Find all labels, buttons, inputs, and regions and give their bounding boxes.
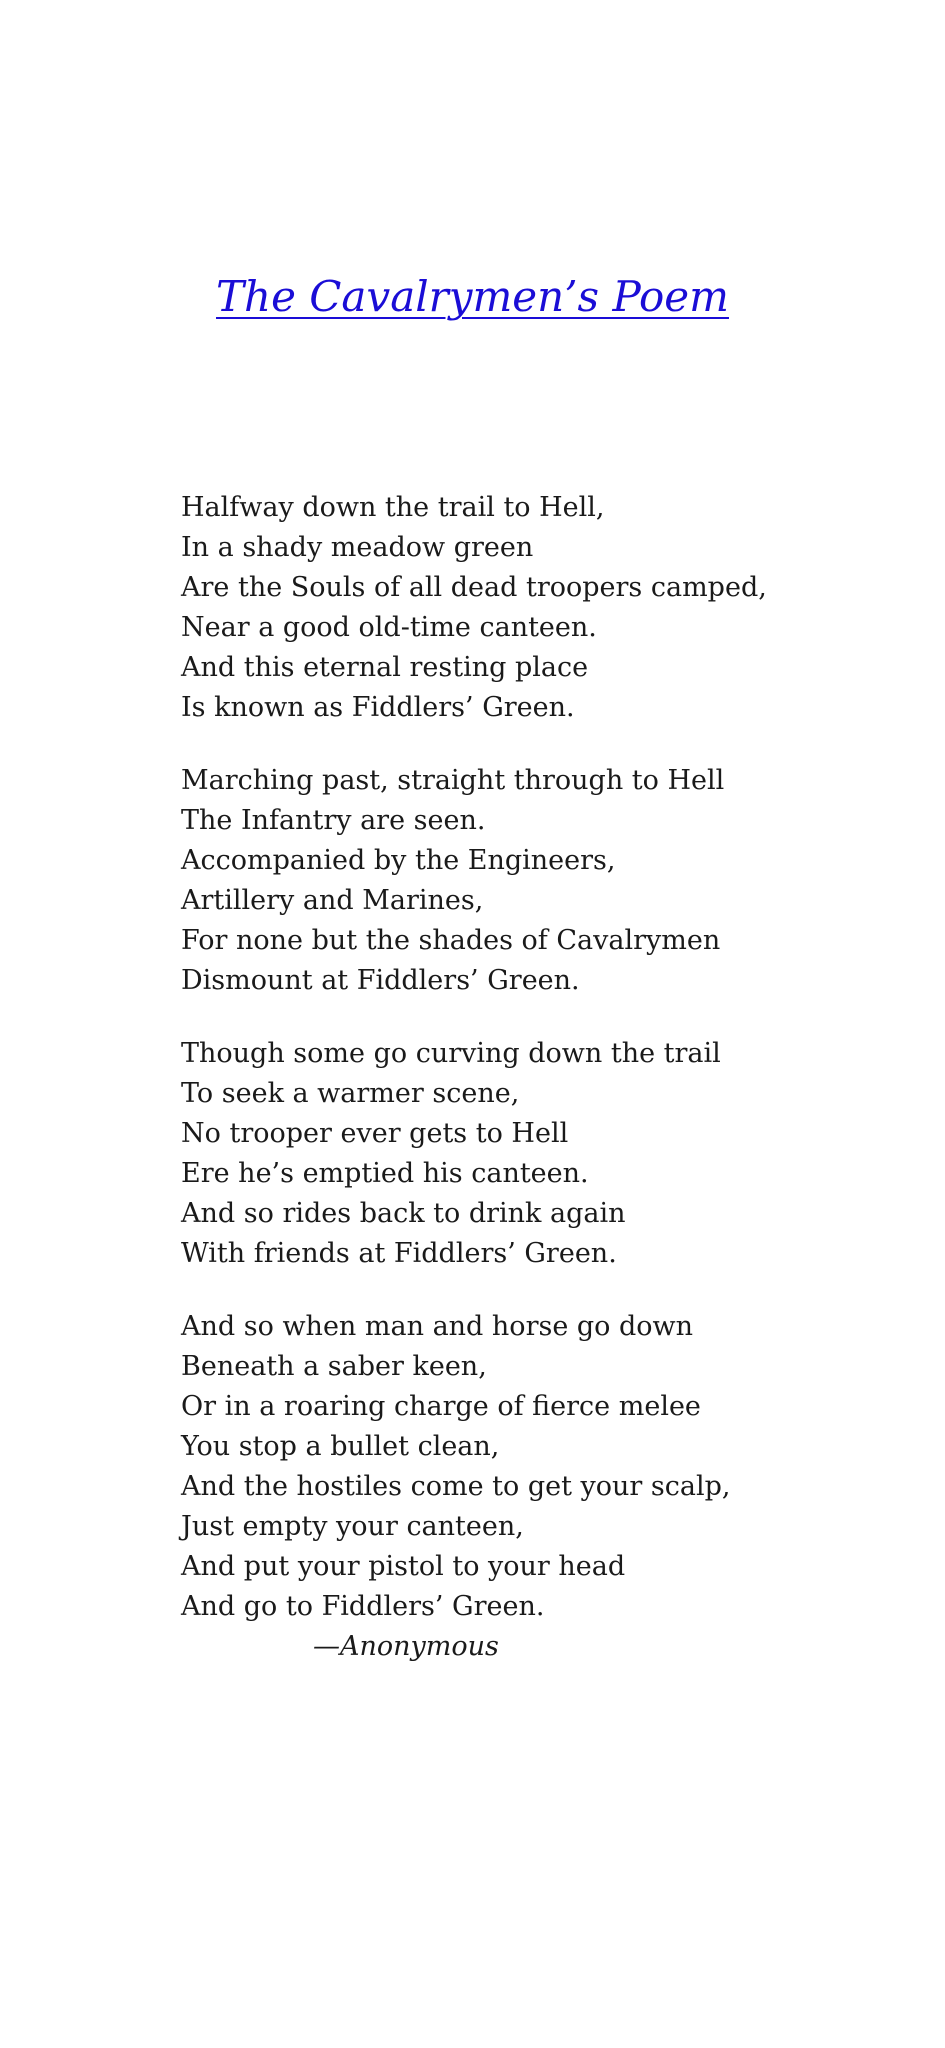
- poem-line: The Infantry are seen.: [181, 805, 486, 836]
- poem-line: Are the Souls of all dead troopers camped,: [181, 572, 767, 603]
- poem-line: Is known as Fiddlers’ Green.: [181, 692, 575, 723]
- poem-line: No trooper ever gets to Hell: [181, 1118, 569, 1149]
- poem-line: Accompanied by the Engineers,: [181, 845, 616, 876]
- poem-line: Though some go curving down the trail: [181, 1038, 721, 1069]
- poem-line: You stop a bullet clean,: [181, 1431, 500, 1462]
- stanza: [181, 1034, 901, 1274]
- poem-line: And the hostiles come to get your scalp,: [181, 1471, 731, 1502]
- poem-line: And so when man and horse go down: [181, 1311, 694, 1342]
- poem-line: Dismount at Fiddlers’ Green.: [181, 965, 580, 996]
- stanza: [181, 488, 901, 728]
- poem-line: To seek a warmer scene,: [181, 1078, 520, 1109]
- poem-line: For none but the shades of Cavalrymen: [181, 925, 721, 956]
- title-container: [0, 272, 945, 321]
- poem-line: And this eternal resting place: [181, 652, 589, 683]
- poem-title-link[interactable]: The Cavalrymen’s Poem: [216, 272, 729, 321]
- poem-line: And go to Fiddlers’ Green.: [181, 1591, 545, 1622]
- poem-line: With friends at Fiddlers’ Green.: [181, 1238, 617, 1269]
- poem-line: Or in a roaring charge of fierce melee: [181, 1391, 701, 1422]
- poem-line: And so rides back to drink again: [181, 1198, 626, 1229]
- poem-line: Halfway down the trail to Hell,: [181, 492, 605, 523]
- poem-line: Near a good old-time canteen.: [181, 612, 597, 643]
- poem-line: Marching past, straight through to Hell: [181, 765, 725, 796]
- stanza: [181, 761, 901, 1001]
- attribution: —Anonymous: [313, 1631, 499, 1662]
- poem-line: In a shady meadow green: [181, 532, 534, 563]
- poem-line: And put your pistol to your head: [181, 1551, 626, 1582]
- poem-line: Beneath a saber keen,: [181, 1351, 487, 1382]
- poem-body: [181, 488, 901, 1667]
- poem-line: Artillery and Marines,: [181, 885, 484, 916]
- stanza: [181, 1307, 901, 1667]
- poem-line: Ere he’s emptied his canteen.: [181, 1158, 589, 1189]
- poem-line: Just empty your canteen,: [181, 1511, 524, 1542]
